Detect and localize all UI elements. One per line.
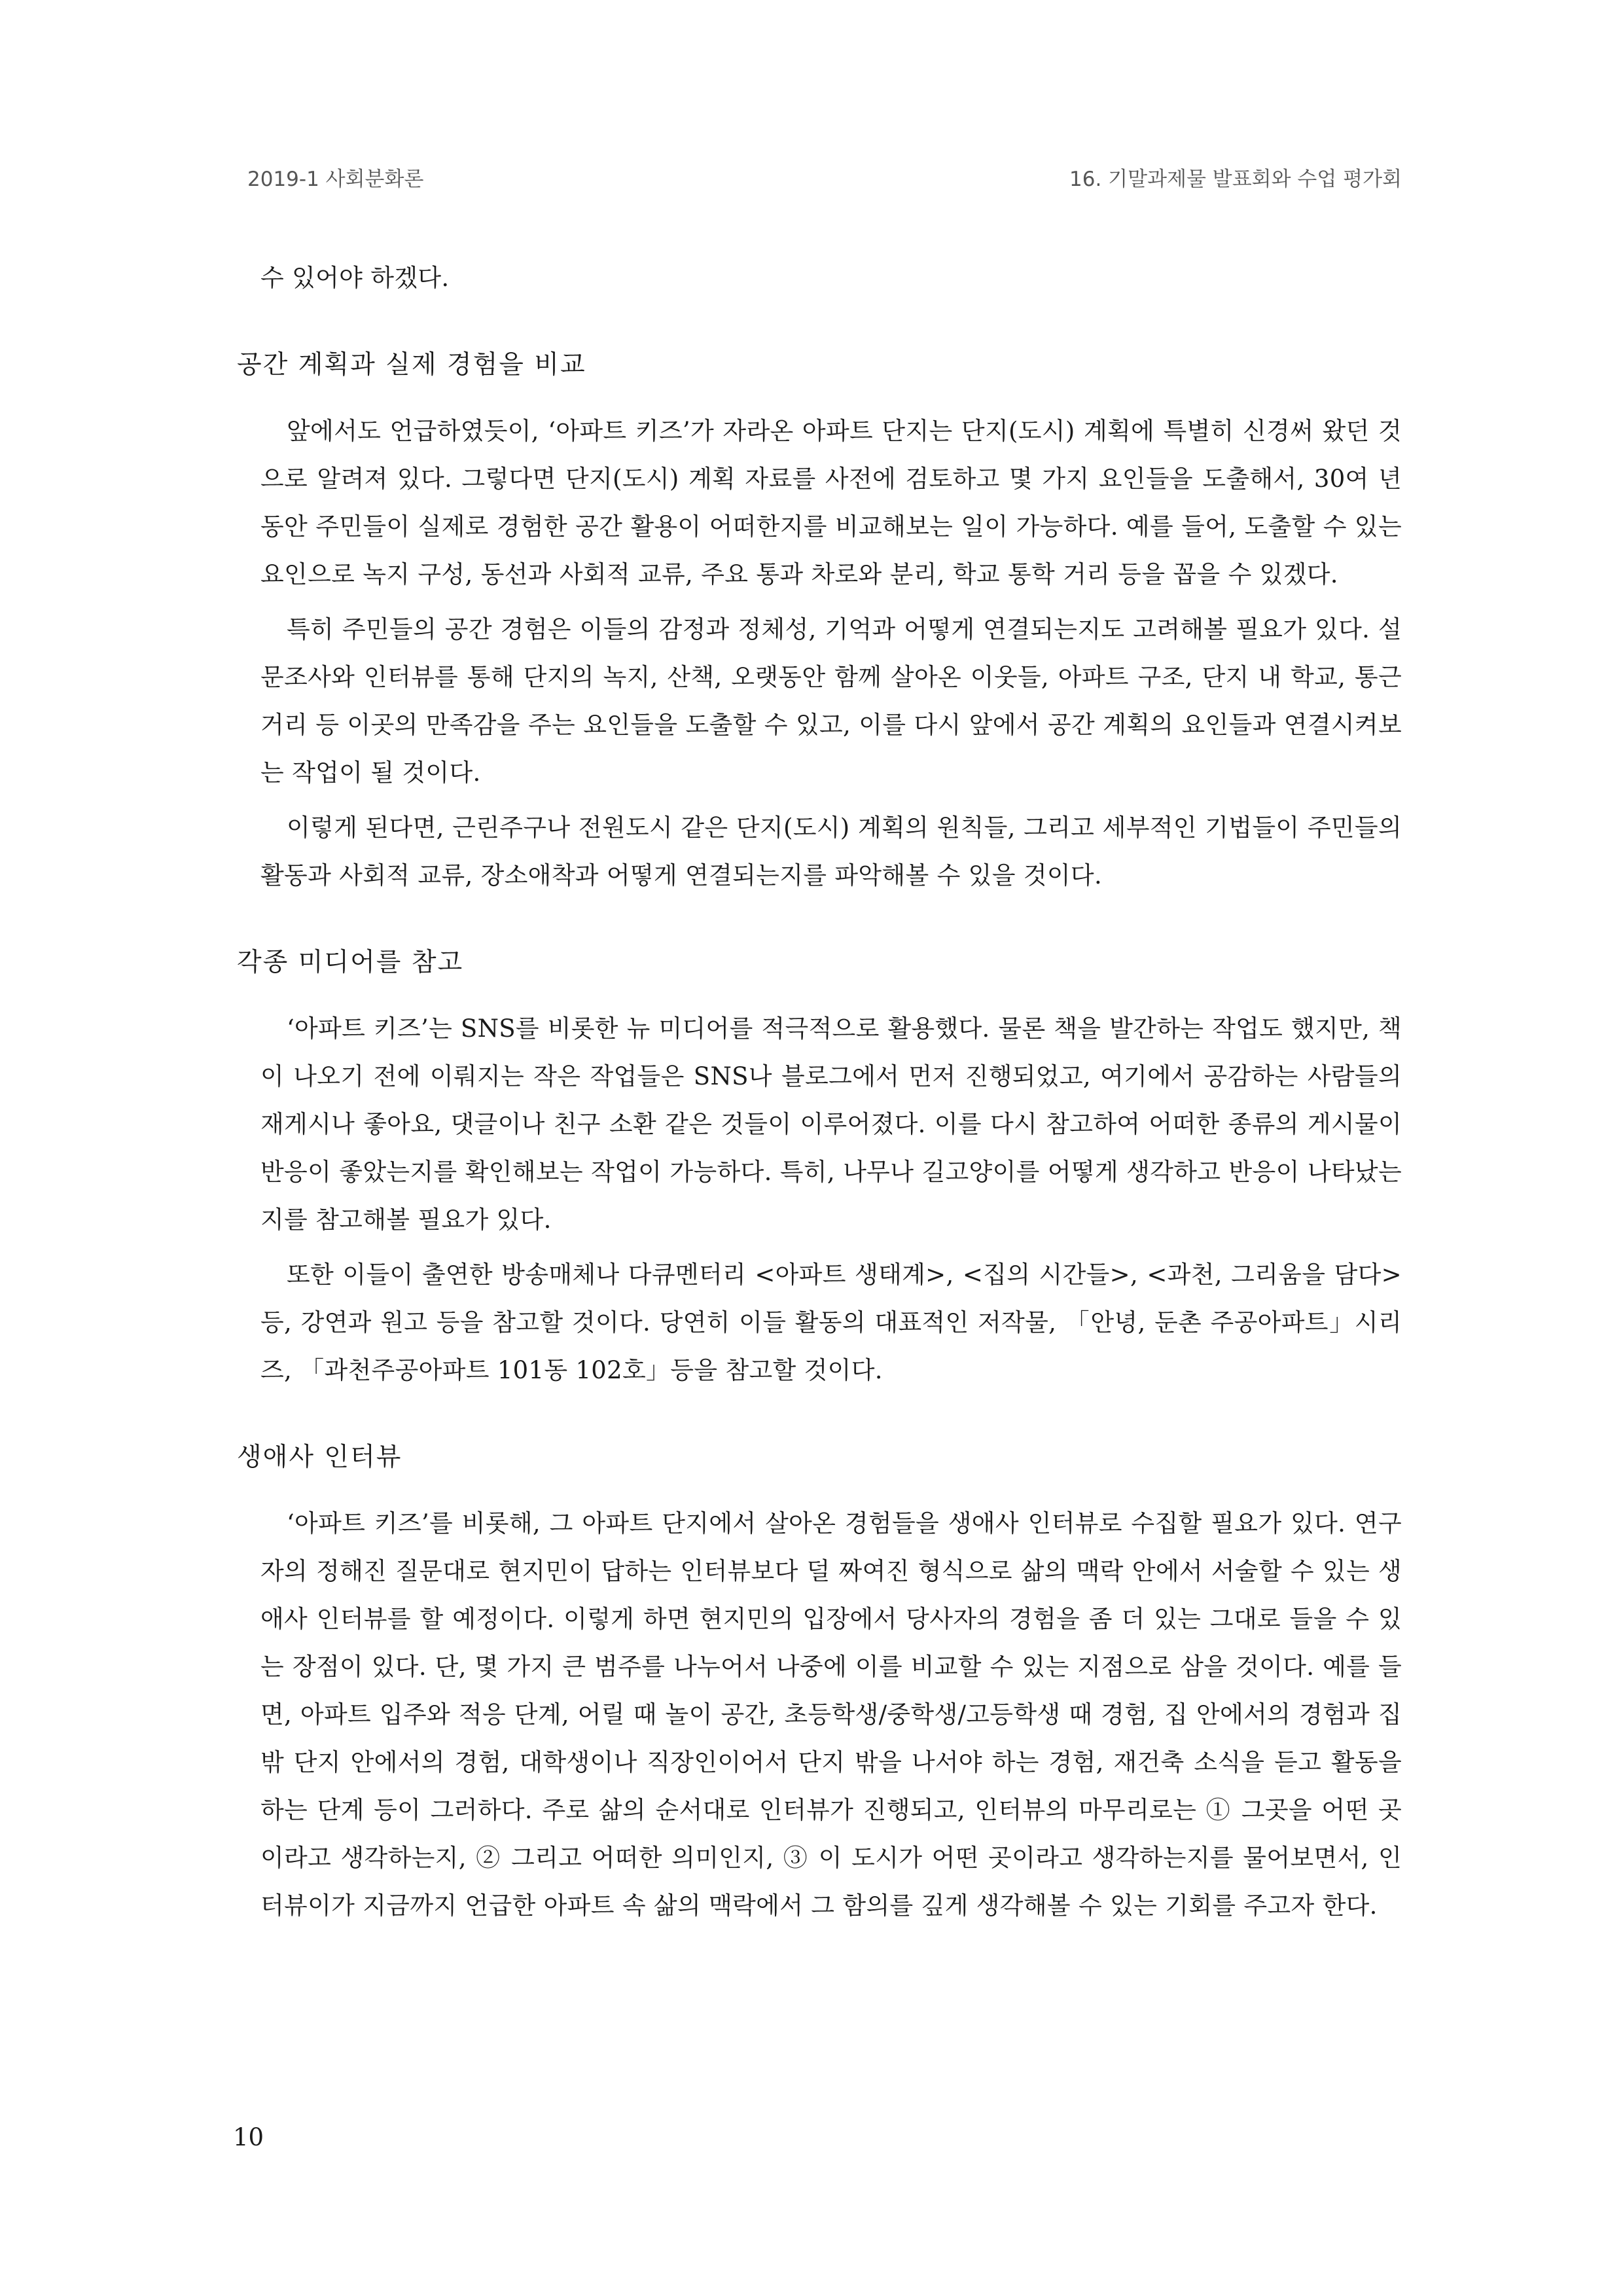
running-header (247, 162, 1402, 202)
page-number: 10 (233, 2123, 264, 2151)
paragraph: 또한 이들이 출연한 방송매체나 다큐멘터리 <아파트 생태계>, <집의 시간들>, <과천, 그리움을 담다> 등, 강연과 원고 등을 참고할 것이다. 당연히 이들 활동의 대표적인 저작물, 「안녕, 둔촌 주공아파트」시리즈, 「과천주공아파트 101동 102호」등을 참고할 것이다. (260, 1261, 1402, 1384)
intro-line: 수 있어야 하겠다. (260, 264, 450, 292)
section-heading: 생애사 인터뷰 (237, 1443, 402, 1472)
paragraph: 이렇게 된다면, 근린주구나 전원도시 같은 단지(도시) 계획의 원칙들, 그리고 세부적인 기법들이 주민들의 활동과 사회적 교류, 장소애착과 어떻게 연결되는지를 파악해볼 수 있을 것이다. (260, 814, 1402, 889)
section-heading: 공간 계획과 실제 경험을 비교 (237, 350, 586, 380)
page-body (237, 254, 1402, 1937)
section-life-history-interview (237, 1433, 1402, 1929)
header-course-title: 2019-1 사회분화론 (247, 168, 424, 191)
paragraph: ‘아파트 키즈’를 비롯해, 그 아파트 단지에서 살아온 경험들을 생애사 인터뷰로 수집할 필요가 있다. 연구자의 정해진 질문대로 현지민이 답하는 인터뷰보다 덜 짜여진 형식으로 삶의 맥락 안에서 서술할 수 있는 생애사 인터뷰를 할 예정이다. 이렇게 하면 현지민의 입장에서 당사자의 경험을 좀 더 있는 그대로 들을 수 있는 장점이 있다. 단, 몇 가지 큰 범주를 나누어서 나중에 이를 비교할 수 있는 지점으로 삼을 것이다. 예를 들면, 아파트 입주와 적응 단계, 어릴 때 놀이 공간, 초등학생/중학생/고등학생 때 경험, 집 안에서의 경험과 집 밖 단지 안에서의 경험, 대학생이나 직장인이어서 단지 밖을 나서야 하는 경험, 재건축 소식을 듣고 활동을 하는 단계 등이 그러하다. 주로 삶의 순서대로 인터뷰가 진행되고, 인터뷰의 마무리로는 ① 그곳을 어떤 곳이라고 생각하는지, ② 그리고 어떠한 의미인지, ③ 이 도시가 어떤 곳이라고 생각하는지를 물어보면서, 인터뷰이가 지금까지 언급한 아파트 속 삶의 맥락에서 그 함의를 깊게 생각해볼 수 있는 기회를 주고자 한다. (260, 1509, 1402, 1920)
paragraph: ‘아파트 키즈’는 SNS를 비롯한 뉴 미디어를 적극적으로 활용했다. 물론 책을 발간하는 작업도 했지만, 책이 나오기 전에 이뤄지는 작은 작업들은 SNS나 블로그에서 먼저 진행되었고, 여기에서 공감하는 사람들의 재게시나 좋아요, 댓글이나 친구 소환 같은 것들이 이루어졌다. 이를 다시 참고하여 어떠한 종류의 게시물이 반응이 좋았는지를 확인해보는 작업이 가능하다. 특히, 나무나 길고양이를 어떻게 생각하고 반응이 나타났는지를 참고해볼 필요가 있다. (260, 1014, 1402, 1234)
section-space-planning (237, 341, 1402, 899)
section-heading: 각종 미디어를 참고 (237, 948, 464, 977)
section-media (237, 939, 1402, 1394)
paragraph: 특히 주민들의 공간 경험은 이들의 감정과 정체성, 기억과 어떻게 연결되는지도 고려해볼 필요가 있다. 설문조사와 인터뷰를 통해 단지의 녹지, 산책, 오랫동안 함께 살아온 이웃들, 아파트 구조, 단지 내 학교, 통근 거리 등 이곳의 만족감을 주는 요인들을 도출할 수 있고, 이를 다시 앞에서 공간 계획의 요인들과 연결시켜보는 작업이 될 것이다. (260, 615, 1402, 787)
header-chapter-title: 16. 기말과제물 발표회와 수업 평가회 (1069, 168, 1402, 191)
paragraph: 앞에서도 언급하였듯이, ‘아파트 키즈’가 자라온 아파트 단지는 단지(도시) 계획에 특별히 신경써 왔던 것으로 알려져 있다. 그렇다면 단지(도시) 계획 자료를 사전에 검토하고 몇 가지 요인들을 도출해서, 30여 년 동안 주민들이 실제로 경험한 공간 활용이 어떠한지를 비교해보는 일이 가능하다. 예를 들어, 도출할 수 있는 요인으로 녹지 구성, 동선과 사회적 교류, 주요 통과 차로와 분리, 학교 통학 거리 등을 꼽을 수 있겠다. (260, 417, 1402, 588)
